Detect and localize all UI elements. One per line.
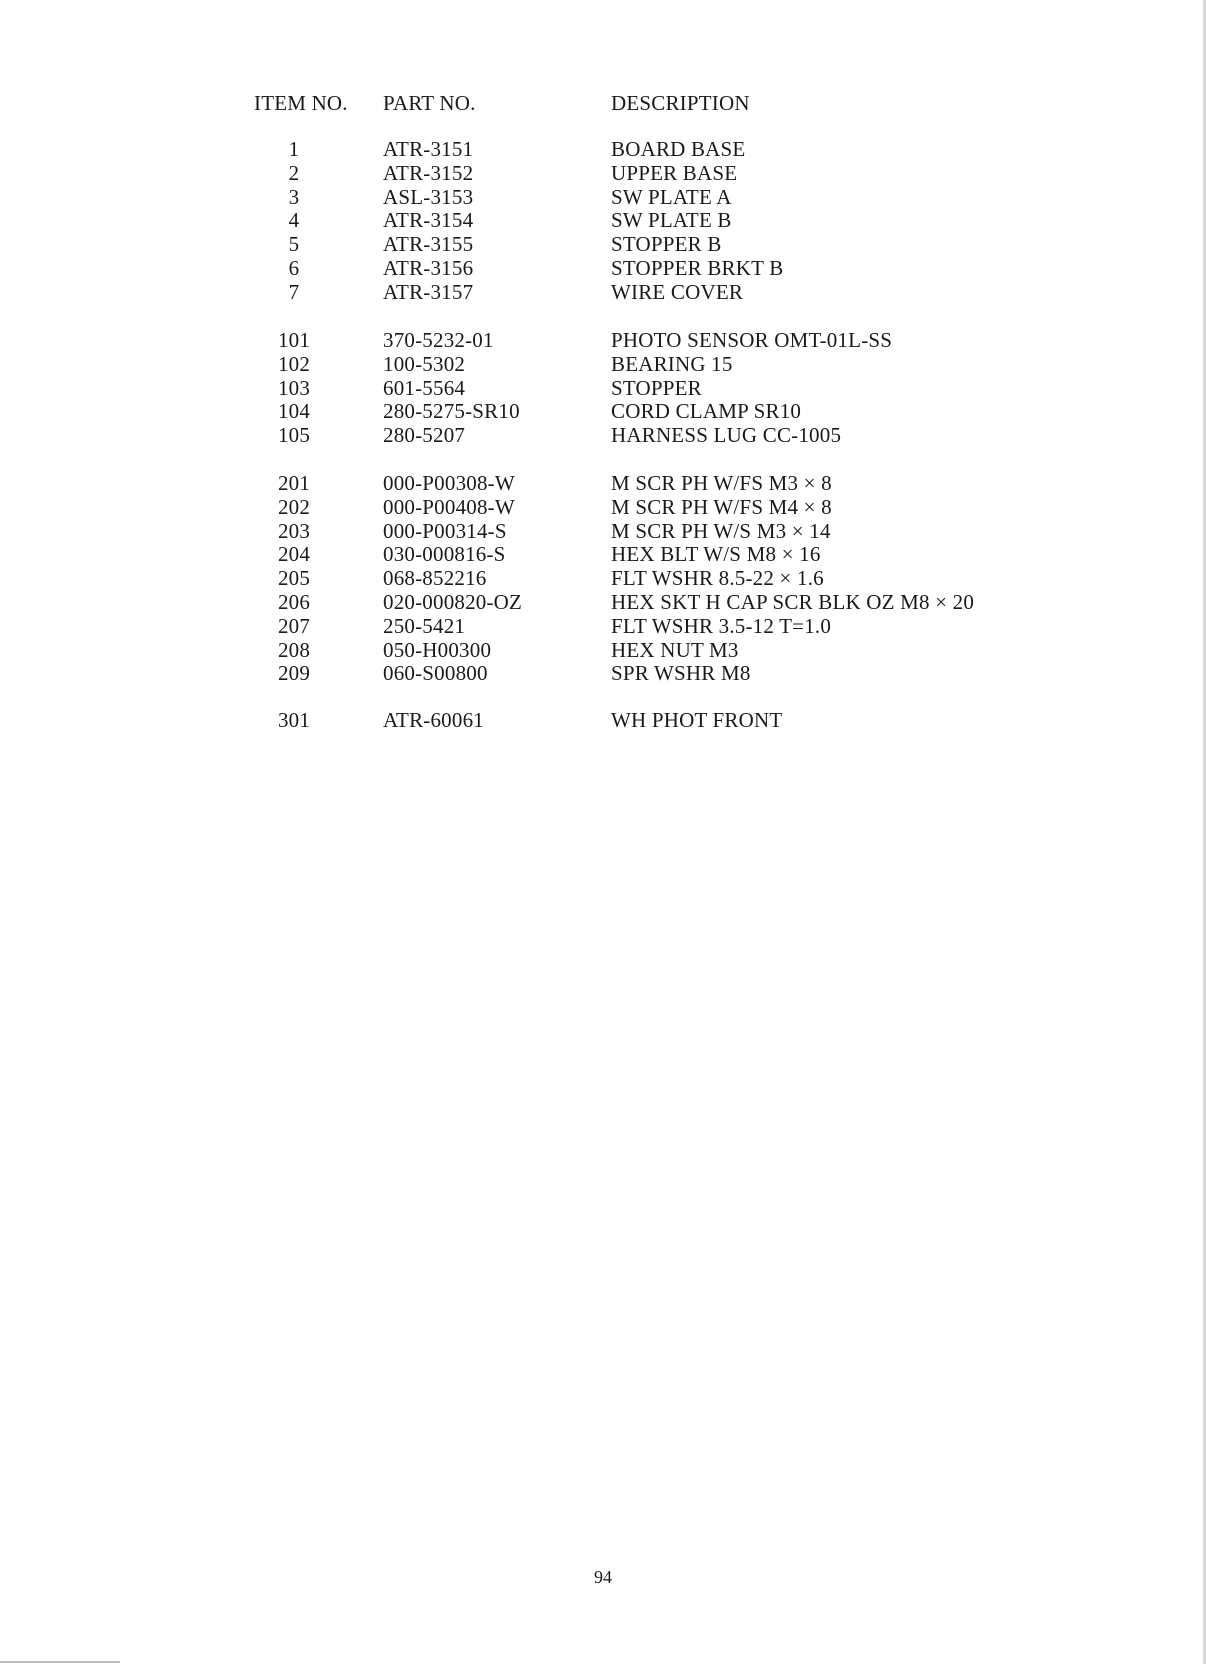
description-cell: HEX NUT M3 xyxy=(611,638,739,662)
header-description: DESCRIPTION xyxy=(611,91,750,115)
description-cell: SPR WSHR M8 xyxy=(611,661,751,685)
item-no-cell: 104 xyxy=(277,399,311,423)
description-cell: SW PLATE A xyxy=(611,185,732,209)
part-no-cell: ATR-3155 xyxy=(383,232,474,256)
description-cell: CORD CLAMP SR10 xyxy=(611,399,802,423)
part-no-cell: 020-000820-OZ xyxy=(383,590,523,614)
part-no-cell: 050-H00300 xyxy=(383,638,492,662)
item-no-cell: 102 xyxy=(277,352,311,376)
part-no-cell: 000-P00314-S xyxy=(383,519,507,543)
part-no-cell: 000-P00408-W xyxy=(383,495,515,519)
part-no-cell: 100-5302 xyxy=(383,352,466,376)
part-no-cell: 000-P00308-W xyxy=(383,471,515,495)
item-no-cell: 204 xyxy=(277,542,311,566)
description-cell: BEARING 15 xyxy=(611,352,733,376)
description-cell: M SCR PH W/FS M3 × 8 xyxy=(611,471,832,495)
part-no-cell: 060-S00800 xyxy=(383,661,488,685)
item-no-cell: 1 xyxy=(288,137,300,161)
description-cell: FLT WSHR 8.5-22 × 1.6 xyxy=(611,566,824,590)
description-cell: FLT WSHR 3.5-12 T=1.0 xyxy=(611,614,832,638)
part-no-cell: ATR-3157 xyxy=(383,280,474,304)
part-no-cell: 250-5421 xyxy=(383,614,466,638)
item-no-cell: 202 xyxy=(277,495,311,519)
part-no-cell: 601-5564 xyxy=(383,376,466,400)
description-cell: WIRE COVER xyxy=(611,280,744,304)
item-no-cell: 2 xyxy=(288,161,300,185)
description-cell: STOPPER xyxy=(611,376,702,400)
description-cell: BOARD BASE xyxy=(611,137,746,161)
description-cell: UPPER BASE xyxy=(611,161,738,185)
item-no-cell: 4 xyxy=(288,208,300,232)
part-no-cell: ATR-3151 xyxy=(383,137,474,161)
part-no-cell: ATR-3154 xyxy=(383,208,474,232)
description-cell: HEX SKT H CAP SCR BLK OZ M8 × 20 xyxy=(611,590,975,614)
description-cell: STOPPER BRKT B xyxy=(611,256,784,280)
item-no-cell: 105 xyxy=(277,423,311,447)
header-item-no: ITEM NO. xyxy=(254,91,348,115)
item-no-cell: 205 xyxy=(277,566,311,590)
item-no-cell: 103 xyxy=(277,376,311,400)
part-no-cell: 030-000816-S xyxy=(383,542,506,566)
description-cell: HARNESS LUG CC-1005 xyxy=(611,423,842,447)
item-no-cell: 101 xyxy=(277,328,311,352)
page-number: 94 xyxy=(594,1567,612,1587)
description-cell: STOPPER B xyxy=(611,232,722,256)
item-no-cell: 206 xyxy=(277,590,311,614)
part-no-cell: ATR-60061 xyxy=(383,708,484,732)
part-no-cell: ATR-3156 xyxy=(383,256,474,280)
description-cell: M SCR PH W/FS M4 × 8 xyxy=(611,495,832,519)
item-no-cell: 6 xyxy=(288,256,300,280)
part-no-cell: 068-852216 xyxy=(383,566,487,590)
description-cell: SW PLATE B xyxy=(611,208,732,232)
item-no-cell: 7 xyxy=(288,280,300,304)
item-no-cell: 207 xyxy=(277,614,311,638)
part-no-cell: ASL-3153 xyxy=(383,185,474,209)
item-no-cell: 301 xyxy=(277,708,311,732)
item-no-cell: 208 xyxy=(277,638,311,662)
item-no-cell: 201 xyxy=(277,471,311,495)
part-no-cell: 280-5207 xyxy=(383,423,466,447)
part-no-cell: 370-5232-01 xyxy=(383,328,494,352)
item-no-cell: 209 xyxy=(277,661,311,685)
item-no-cell: 203 xyxy=(277,519,311,543)
description-cell: HEX BLT W/S M8 × 16 xyxy=(611,542,821,566)
scan-edge-mark xyxy=(0,1661,120,1663)
item-no-cell: 3 xyxy=(288,185,300,209)
item-no-cell: 5 xyxy=(288,232,300,256)
header-part-no: PART NO. xyxy=(383,91,476,115)
description-cell: M SCR PH W/S M3 × 14 xyxy=(611,519,831,543)
description-cell: WH PHOT FRONT xyxy=(611,708,783,732)
part-no-cell: ATR-3152 xyxy=(383,161,474,185)
part-no-cell: 280-5275-SR10 xyxy=(383,399,520,423)
description-cell: PHOTO SENSOR OMT-01L-SS xyxy=(611,328,893,352)
